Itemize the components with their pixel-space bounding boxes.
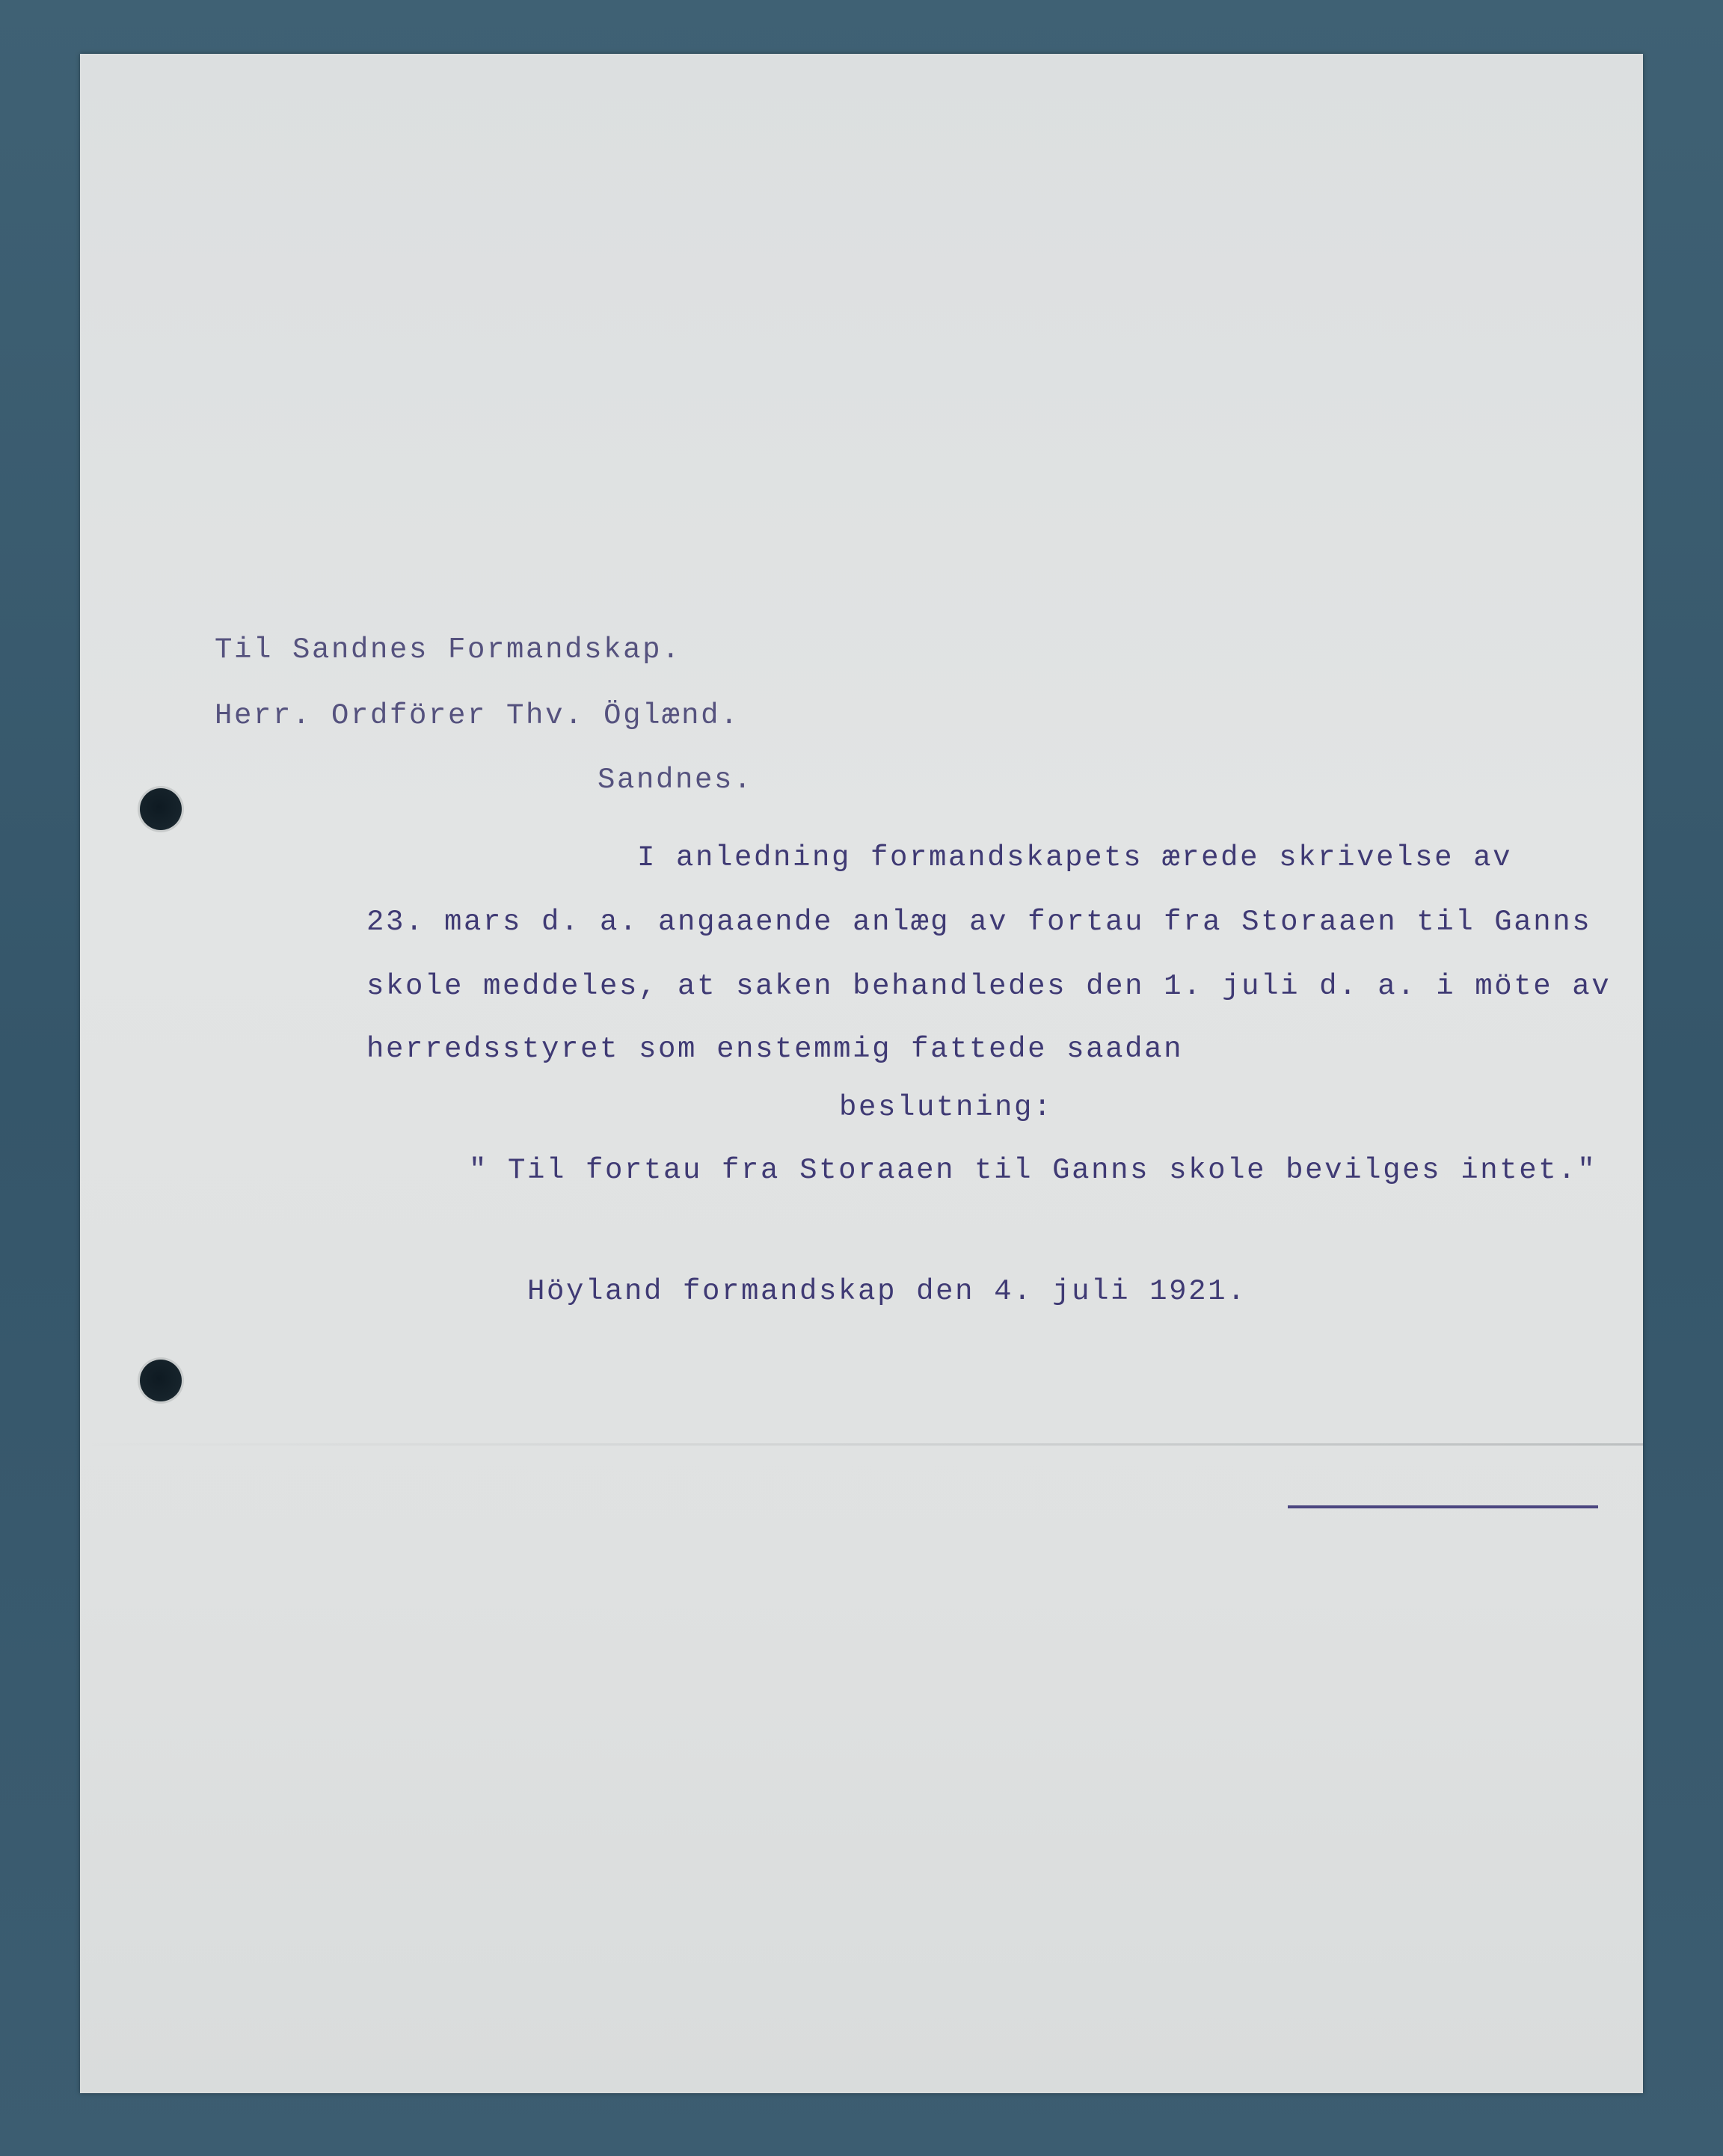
resolution-heading: beslutning:: [839, 1091, 1054, 1124]
body-line-3: skole meddeles, at saken behandledes den 1. juli d. a. i möte av: [366, 970, 1612, 1003]
resolution-text: " Til fortau fra Storaaen til Ganns skole bevilges intet.": [469, 1154, 1597, 1187]
body-line-4: herredsstyret som enstemmig fattede saadan: [366, 1033, 1184, 1066]
recipient-line: Til Sandnes Formandskap.: [215, 633, 682, 666]
closing-line: Höyland formandskap den 4. juli 1921.: [527, 1275, 1247, 1308]
document-page: [80, 54, 1643, 2093]
signature-line: [1288, 1505, 1598, 1508]
punch-hole-bottom: [140, 1360, 182, 1401]
body-line-2: 23. mars d. a. angaaende anlæg av fortau fra Storaaen til Ganns: [366, 906, 1592, 939]
body-line-1: I anledning formandskapets ærede skrivelse av: [637, 841, 1513, 874]
paper-fold: [80, 1443, 1643, 1446]
punch-hole-top: [140, 788, 182, 830]
attention-line: Herr. Ordförer Thv. Öglænd.: [215, 699, 740, 732]
city-line: Sandnes.: [598, 764, 754, 796]
